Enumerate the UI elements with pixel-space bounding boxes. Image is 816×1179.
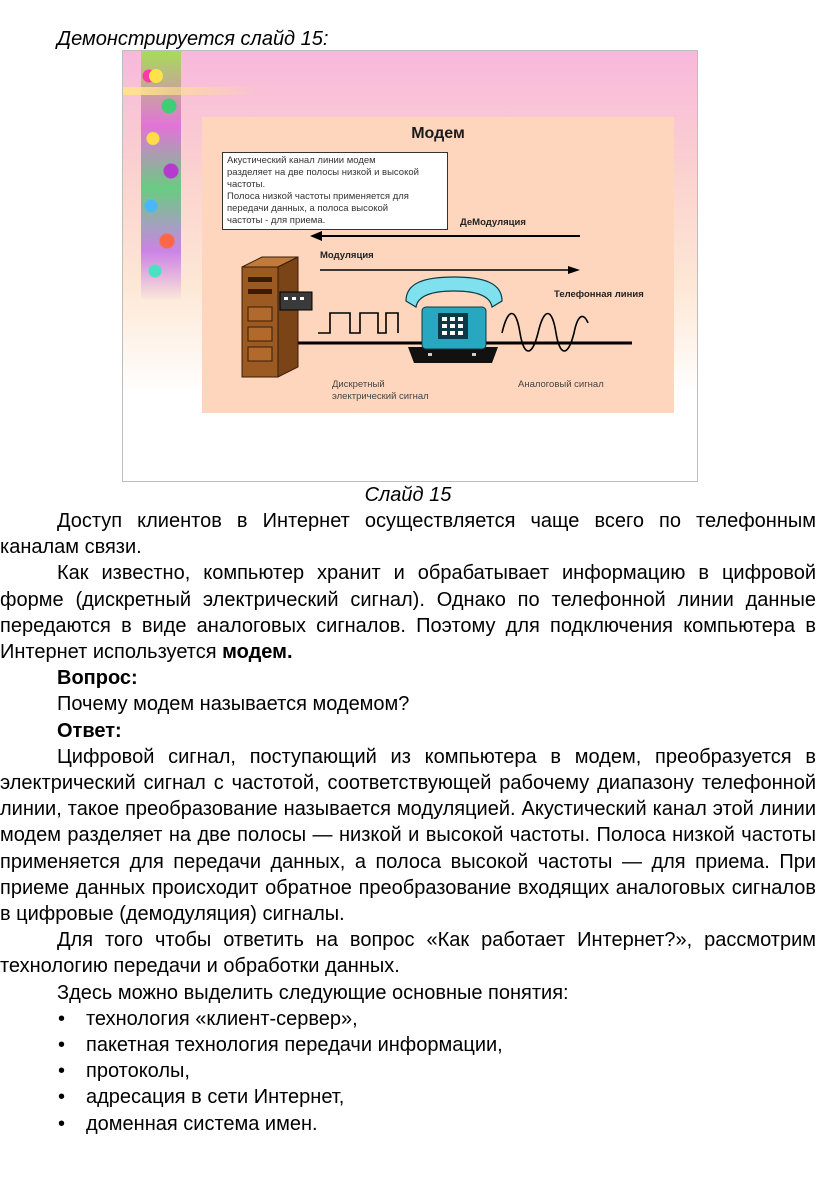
list-item: • пакетная технология передачи информации, (0, 1032, 816, 1058)
paragraph-3: Для того чтобы ответить на вопрос «Как работает Интернет?», рассмотрим технологию передачи и обработки данных. (0, 929, 816, 978)
answer-heading: Ответ: (57, 719, 122, 742)
paragraph-2-text: Как известно, компьютер хранит и обрабатывает информацию в цифровой форме (дискретный электрический сигнал). Однако по телефонной линии данные передаются в виде аналоговых сигналов. Поэтому для подключения компьютера в Интернет используется (0, 562, 816, 664)
paragraph-2 (0, 560, 816, 665)
paragraph-1: Доступ клиентов в Интернет осуществляется чаще всего по телефонным каналам связи. (0, 510, 816, 559)
analog-label: Аналоговый сигнал (518, 379, 604, 390)
telephone-icon (406, 277, 502, 363)
desc-line: частоты. (227, 179, 266, 190)
demod-arrowhead (310, 231, 322, 241)
concepts-list (0, 1006, 816, 1137)
discrete-label-2: электрический сигнал (332, 391, 429, 402)
computer-icon (242, 257, 298, 377)
slide-title: Модем (411, 125, 465, 142)
slide-caption: Слайд 15 (364, 484, 452, 506)
question-text: Почему модем называется модемом? (57, 693, 410, 716)
discrete-label-1: Дискретный (332, 379, 385, 390)
mod-label: Модуляция (320, 250, 374, 261)
mod-arrowhead (568, 266, 580, 274)
question-heading: Вопрос: (57, 667, 138, 690)
desc-line: Акустический канал линии модем (227, 155, 376, 166)
paragraph-2-bold: модем. (222, 641, 293, 664)
list-item: • адресация в сети Интернет, (0, 1084, 816, 1110)
demod-label: ДеМодуляция (460, 217, 526, 228)
list-item: • технология «клиент-сервер», (0, 1006, 816, 1032)
desc-line: Полоса низкой частоты применяется для (227, 191, 409, 202)
diagram-graphics (202, 117, 674, 413)
modem-box-icon (280, 292, 312, 310)
intro-line: Демонстрируется слайд 15: (57, 28, 329, 50)
decorative-band (123, 87, 263, 95)
digital-signal (318, 313, 398, 333)
decorative-dot (149, 69, 163, 83)
list-item: • протоколы, (0, 1058, 816, 1084)
analog-signal (502, 314, 588, 352)
desc-line: передачи данных, а полоса высокой (227, 203, 389, 214)
answer-text: Цифровой сигнал, поступающий из компьютера в модем, преобразуется в электрический сигнал с частотой, соответствующей рабочему диапазону телефонной линии, такое преобразование называется модуляцией. Акустический канал этой линии модем разделяет на две полосы — низкой и высокой частоты. Полоса низкой частоты применяется для передачи данных, а полоса высокой частоты — для приема. При приеме данных происходит обратное преобразование входящих аналоговых сигналов в цифровые (демодуляция) сигналы. (0, 745, 816, 926)
list-item: • доменная система имен. (0, 1111, 816, 1137)
body-text (0, 508, 816, 1137)
modem-diagram (202, 117, 674, 413)
desc-line: частоты - для приема. (227, 215, 326, 226)
slide-image (122, 50, 698, 482)
line-label: Телефонная линия (554, 289, 644, 300)
paragraph-4: Здесь можно выделить следующие основные понятия: (57, 981, 569, 1004)
desc-line: разделяет на две полосы низкой и высокой (227, 167, 419, 178)
